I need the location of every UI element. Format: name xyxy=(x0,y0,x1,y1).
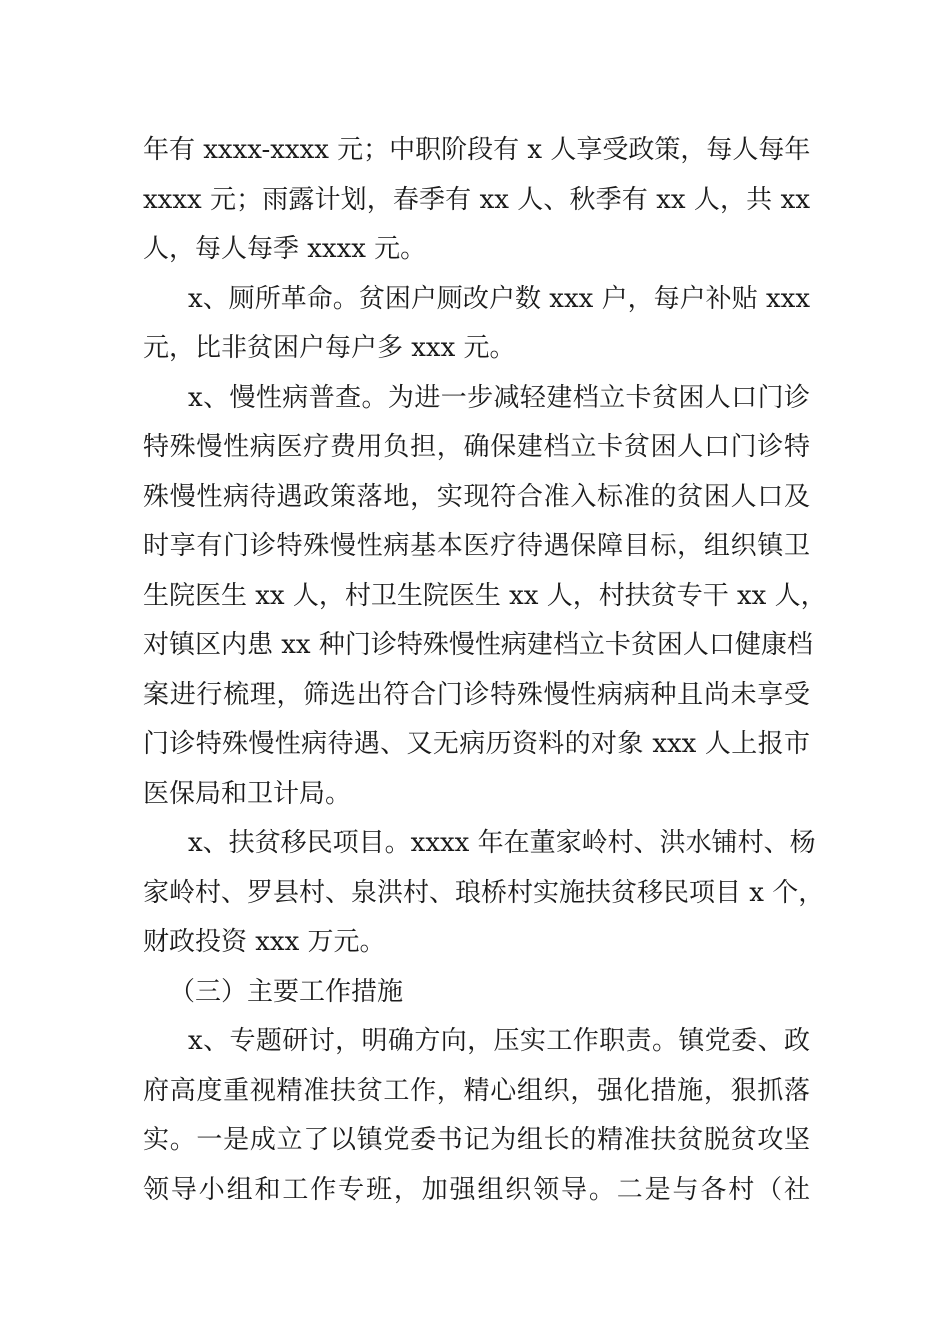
section-heading: （三）主要工作措施 xyxy=(169,976,404,1007)
text-line: 生院医生 xx 人，村卫生院医生 xx 人，村扶贫专干 xx 人， xyxy=(143,580,827,611)
paragraph-start-line: x、专题研讨，明确方向，压实工作职责。镇党委、政 xyxy=(188,1026,810,1056)
paragraph-start-line: x、扶贫移民项目。xxxx 年在董家岭村、洪水铺村、杨 xyxy=(188,828,816,858)
text-line: 殊慢性病待遇政策落地，实现符合准入标准的贫困人口及 xyxy=(143,481,810,512)
text-line: 案进行梳理，筛选出符合门诊特殊慢性病病种且尚未享受 xyxy=(143,679,810,710)
text-line: 府高度重视精准扶贫工作，精心组织，强化措施，狠抓落 xyxy=(143,1075,810,1106)
paragraph-start-line: x、厕所革命。贫困户厕改户数 xxx 户，每户补贴 xxx xyxy=(188,283,810,314)
paragraph-start-line: x、慢性病普查。为进一步减轻建档立卡贫困人口门诊 xyxy=(188,382,810,413)
text-line: 医保局和卫计局。 xyxy=(143,778,352,809)
text-line: 家岭村、罗县村、泉洪村、琅桥村实施扶贫移民项目 x 个， xyxy=(143,877,825,908)
text-line: 实。一是成立了以镇党委书记为组长的精准扶贫脱贫攻坚 xyxy=(143,1125,810,1155)
text-line: 年有 xxxx-xxxx 元；中职阶段有 x 人享受政策，每人每年 xyxy=(143,135,811,165)
text-line: 财政投资 xxx 万元。 xyxy=(143,927,386,957)
text-line: 门诊特殊慢性病待遇、又无病历资料的对象 xxx 人上报市 xyxy=(143,729,810,759)
text-line: xxxx 元；雨露计划，春季有 xx 人、秋季有 xx 人，共 xx xyxy=(143,184,810,215)
text-line: 领导小组和工作专班，加强组织领导。二是与各村（社 xyxy=(143,1174,810,1205)
text-line: 人，每人每季 xxxx 元。 xyxy=(143,234,427,264)
text-line: 对镇区内患 xx 种门诊特殊慢性病建档立卡贫困人口健康档 xyxy=(143,630,813,660)
text-line: 时享有门诊特殊慢性病基本医疗待遇保障目标，组织镇卫 xyxy=(143,531,810,561)
text-line: 特殊慢性病医疗费用负担，确保建档立卡贫困人口门诊特 xyxy=(143,432,810,462)
document-body xyxy=(143,126,827,1215)
text-line: 元，比非贫困户每户多 xxx 元。 xyxy=(143,333,516,363)
